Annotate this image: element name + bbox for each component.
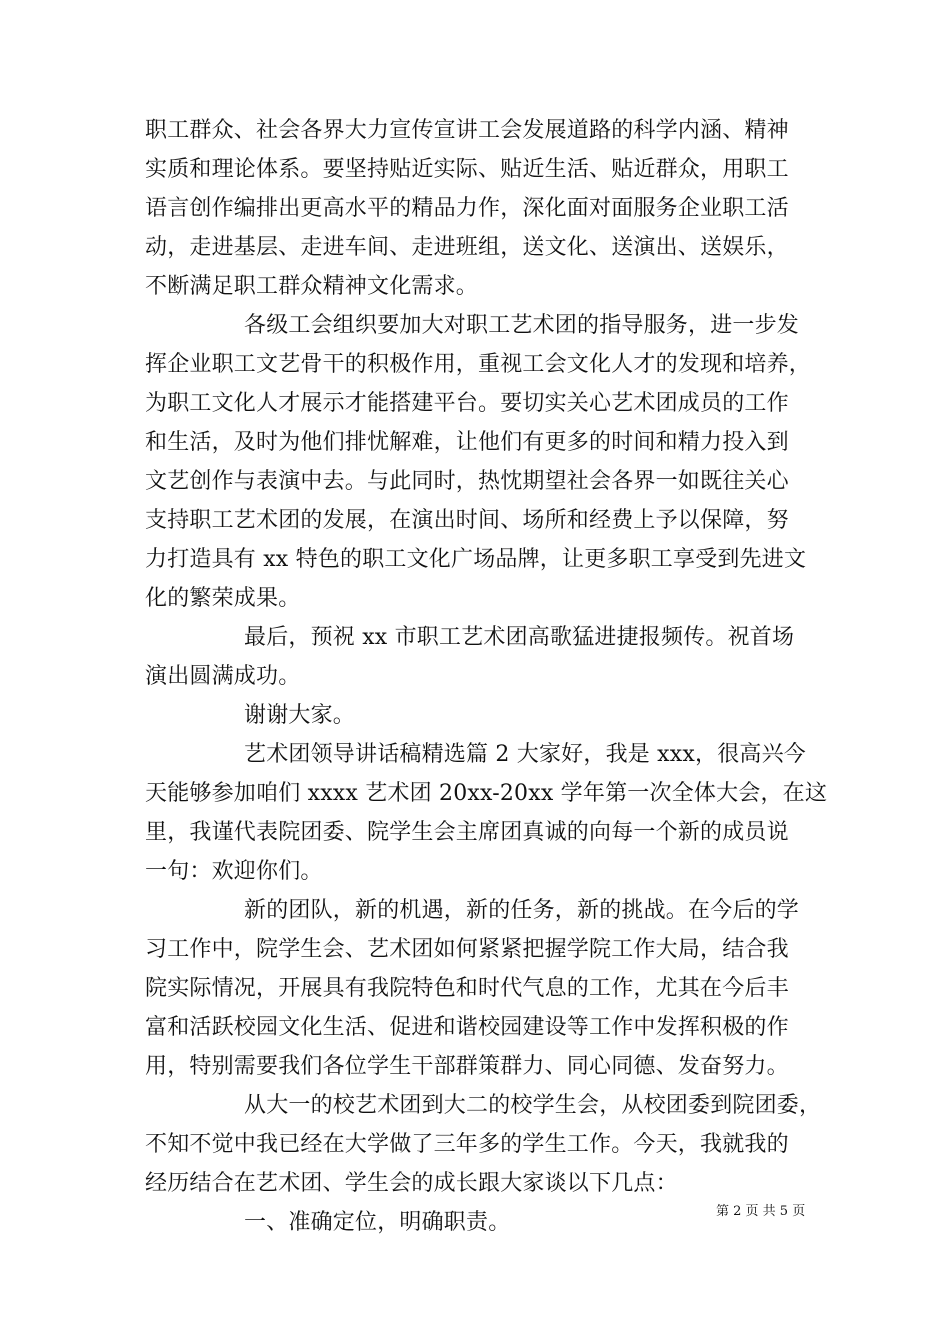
- text-line: 实质和理论体系。要坚持贴近实际、贴近生活、贴近群众，用职工: [145, 157, 789, 182]
- text-line: 不断满足职工群众精神文化需求。: [145, 274, 479, 299]
- text-line: 演出圆满成功。: [145, 664, 301, 689]
- paragraph-start-line: 各级工会组织要加大对职工艺术团的指导服务，进一步发: [244, 313, 800, 338]
- page-number: 第 2 页 共 5 页: [716, 1204, 806, 1219]
- text-line: 一句：欢迎你们。: [145, 859, 323, 884]
- text-line: 天能够参加咱们 xxxx 艺术团 20xx-20xx 学年第一次全体大会，在这: [145, 781, 828, 806]
- text-line: 不知不觉中我已经在大学做了三年多的学生工作。今天，我就我的: [145, 1132, 789, 1157]
- text-line: 习工作中，院学生会、艺术团如何紧紧把握学院工作大局，结合我: [145, 937, 789, 962]
- text-line: 文艺创作与表演中去。与此同时，热忱期望社会各界一如既往关心: [145, 469, 789, 494]
- paragraph-start-line: 最后，预祝 xx 市职工艺术团高歌猛进捷报频传。祝首场: [244, 625, 795, 650]
- text-line: 和生活，及时为他们排忧解难，让他们有更多的时间和精力投入到: [145, 430, 789, 455]
- paragraph-start-line: 谢谢大家。: [244, 703, 356, 728]
- text-line: 语言创作编排出更高水平的精品力作，深化面对面服务企业职工活: [145, 196, 789, 221]
- paragraph-start-line: 从大一的校艺术团到大二的校学生会，从校团委到院团委，: [244, 1093, 822, 1118]
- text-line: 院实际情况，开展具有我院特色和时代气息的工作，尤其在今后丰: [145, 976, 789, 1001]
- text-line: 动，走进基层、走进车间、走进班组，送文化、送演出、送娱乐，: [145, 235, 789, 260]
- text-line: 支持职工艺术团的发展，在演出时间、场所和经费上予以保障，努: [145, 508, 789, 533]
- paragraph-start-line: 一、准确定位，明确职责。: [244, 1210, 511, 1235]
- text-line: 化的繁荣成果。: [145, 586, 301, 611]
- text-line: 力打造具有 xx 特色的职工文化广场品牌，让更多职工享受到先进文: [145, 547, 807, 572]
- paragraph-start-line: 新的团队，新的机遇，新的任务，新的挑战。在今后的学: [244, 898, 800, 923]
- text-line: 经历结合在艺术团、学生会的成长跟大家谈以下几点：: [145, 1171, 678, 1196]
- paragraph-start-line: 艺术团领导讲话稿精选篇 2 大家好，我是 xxx，很高兴今: [244, 742, 806, 767]
- text-line: 用，特别需要我们各位学生干部群策群力、同心同德、发奋努力。: [145, 1054, 789, 1079]
- text-line: 职工群众、社会各界大力宣传宣讲工会发展道路的科学内涵、精神: [145, 118, 789, 143]
- text-line: 为职工文化人才展示才能搭建平台。要切实关心艺术团成员的工作: [145, 391, 789, 416]
- text-line: 里，我谨代表院团委、院学生会主席团真诚的向每一个新的成员说: [145, 820, 789, 845]
- text-line: 挥企业职工文艺骨干的积极作用，重视工会文化人才的发现和培养，: [145, 352, 812, 377]
- text-line: 富和活跃校园文化生活、促进和谐校园建设等工作中发挥积极的作: [145, 1015, 789, 1040]
